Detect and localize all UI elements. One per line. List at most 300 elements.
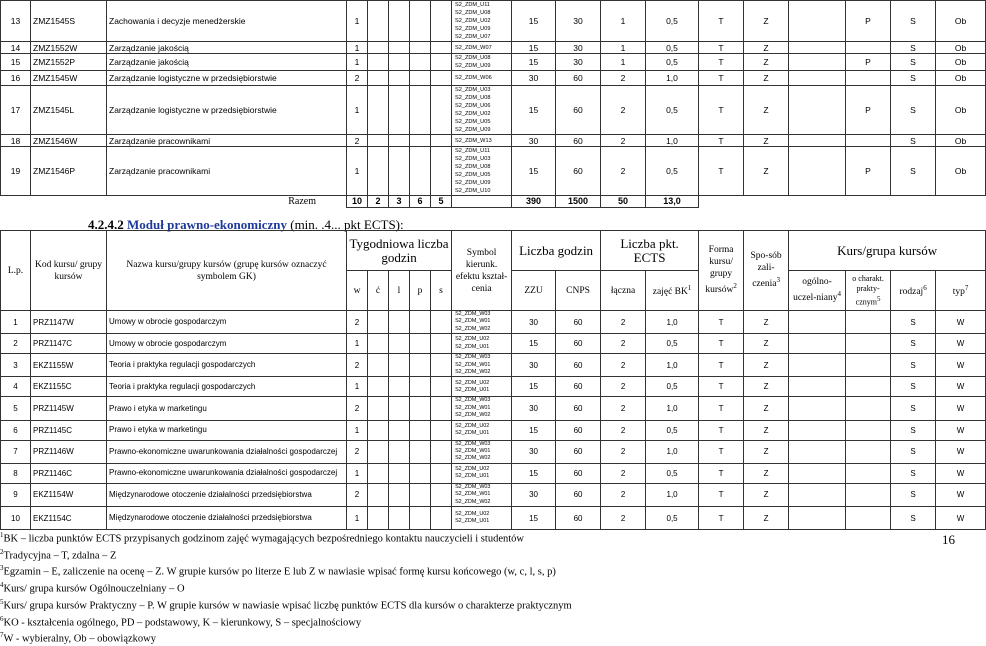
row-ogolno <box>789 54 846 71</box>
effect-code: S2_ZDM_U11 <box>455 148 491 154</box>
table-row <box>1 483 986 506</box>
effect-code: S2_ZDM_W03 <box>455 397 491 404</box>
row-forma: T <box>699 420 744 440</box>
row-w: 1 <box>347 147 368 196</box>
row-zzu: 15 <box>512 42 556 54</box>
row-sposob: Z <box>744 440 789 463</box>
row-w: 2 <box>347 440 368 463</box>
row-ogolno <box>789 135 846 147</box>
row-lp: 19 <box>1 147 31 196</box>
row-typ: W <box>936 507 986 530</box>
row-ogolno <box>789 334 846 354</box>
row-l <box>389 42 410 54</box>
row-ogolno <box>789 86 846 135</box>
row-lp: 2 <box>1 334 31 354</box>
row-p <box>410 440 431 463</box>
row-lp: 4 <box>1 377 31 397</box>
table-row <box>1 54 986 71</box>
row-bk: 1,0 <box>646 483 699 506</box>
row-codes <box>452 354 512 377</box>
module-suffix: (min. .4... pkt ECTS): <box>286 217 404 232</box>
row-sposob: Z <box>744 311 789 334</box>
row-prakt <box>846 71 891 86</box>
row-rodzaj: S <box>891 483 936 506</box>
row-forma: T <box>699 71 744 86</box>
row-sposob: Z <box>744 397 789 420</box>
table-row <box>1 440 986 463</box>
row-codes <box>452 1 512 42</box>
table-row <box>1 1 986 42</box>
row-c <box>368 507 389 530</box>
row-name: Umowy w obrocie gospodarczym <box>107 311 347 334</box>
row-name: Międzynarodowe otoczenie działalności przedsiębiorstwa <box>107 483 347 506</box>
row-c <box>368 135 389 147</box>
row-codes <box>452 54 512 71</box>
row-total: 2 <box>601 377 646 397</box>
row-code: PRZ1145W <box>31 397 107 420</box>
row-lp: 9 <box>1 483 31 506</box>
effect-code: S2_ZDM_W03 <box>455 354 491 361</box>
row-lp: 15 <box>1 54 31 71</box>
row-c <box>368 354 389 377</box>
row-bk: 1,0 <box>646 311 699 334</box>
footnote-text: W - wybieralny, Ob – obowiązkowy <box>3 633 157 645</box>
table-row <box>1 334 986 354</box>
row-cnps: 60 <box>556 311 601 334</box>
row-rodzaj: S <box>891 86 936 135</box>
footnote <box>0 596 940 613</box>
row-lp: 17 <box>1 86 31 135</box>
row-typ: Ob <box>936 54 986 71</box>
row-total: 2 <box>601 354 646 377</box>
row-s <box>431 377 452 397</box>
row-p <box>410 71 431 86</box>
row-code: ZMZ1545W <box>31 71 107 86</box>
row-code: ZMZ1545L <box>31 86 107 135</box>
row-ogolno <box>789 483 846 506</box>
row-code: EKZ1154C <box>31 507 107 530</box>
effect-code: S2_ZDM_W02 <box>455 455 491 462</box>
row-total: 2 <box>601 483 646 506</box>
row-total: 2 <box>601 86 646 135</box>
effect-code: S2_ZDM_U01 <box>455 518 490 525</box>
row-name: Umowy w obrocie gospodarczym <box>107 334 347 354</box>
row-cnps: 60 <box>556 135 601 147</box>
header-rodzaj: rodzaj$^6$ <box>891 271 936 311</box>
row-forma: T <box>699 440 744 463</box>
row-zzu: 15 <box>512 463 556 483</box>
row-codes <box>452 86 512 135</box>
footnote-marker: 3 <box>0 564 4 573</box>
row-l <box>389 463 410 483</box>
row-ogolno <box>789 354 846 377</box>
module-courses-table <box>0 230 986 530</box>
row-s <box>431 440 452 463</box>
razem-w: 10 <box>347 196 368 208</box>
top-table-body <box>1 1 986 196</box>
row-w: 1 <box>347 334 368 354</box>
row-zzu: 30 <box>512 71 556 86</box>
row-s <box>431 86 452 135</box>
row-ogolno <box>789 42 846 54</box>
row-rodzaj: S <box>891 440 936 463</box>
row-p <box>410 354 431 377</box>
row-zzu: 15 <box>512 147 556 196</box>
row-bk: 1,0 <box>646 71 699 86</box>
row-prakt <box>846 377 891 397</box>
row-cnps: 60 <box>556 147 601 196</box>
effect-code: S2_ZDM_W02 <box>455 369 491 376</box>
row-bk: 0,5 <box>646 420 699 440</box>
row-forma: T <box>699 54 744 71</box>
table-row <box>1 86 986 135</box>
effect-code: S2_ZDM_U06 <box>455 103 491 109</box>
row-name: Prawno-ekonomiczne uwarunkowania działalności gospodarczej <box>107 440 347 463</box>
row-s <box>431 334 452 354</box>
effect-code: S2_ZDM_W07 <box>455 44 492 51</box>
table-row <box>1 397 986 420</box>
effect-code: S2_ZDM_U09 <box>455 26 491 32</box>
row-codes <box>452 334 512 354</box>
header-w: w <box>347 271 368 311</box>
header-row-1 <box>1 231 986 271</box>
effect-code: S2_ZDM_W01 <box>455 361 491 368</box>
footnote-marker: 7 <box>0 631 4 640</box>
row-sposob: Z <box>744 507 789 530</box>
row-lp: 10 <box>1 507 31 530</box>
row-zzu: 30 <box>512 397 556 420</box>
row-typ: W <box>936 420 986 440</box>
row-w: 1 <box>347 42 368 54</box>
row-c <box>368 377 389 397</box>
razem-label: Razem <box>288 196 316 207</box>
row-name: Zarządzanie pracownikami <box>107 135 347 147</box>
row-name: Prawo i etyka w marketingu <box>107 397 347 420</box>
header-zajec-bk: zajęć $BK^1$ <box>646 271 699 311</box>
razem-l: 3 <box>389 196 410 208</box>
effect-code: S2_ZDM_U02 <box>455 379 490 386</box>
row-rodzaj: S <box>891 507 936 530</box>
row-zzu: 30 <box>512 440 556 463</box>
row-p <box>410 334 431 354</box>
footnote <box>0 529 940 546</box>
row-codes <box>452 440 512 463</box>
row-code: EKZ1154W <box>31 483 107 506</box>
row-p <box>410 54 431 71</box>
row-bk: 1,0 <box>646 440 699 463</box>
row-cnps: 60 <box>556 397 601 420</box>
row-code: PRZ1145C <box>31 420 107 440</box>
row-typ: W <box>936 377 986 397</box>
row-rodzaj: S <box>891 420 936 440</box>
row-cnps: 60 <box>556 86 601 135</box>
row-forma: T <box>699 135 744 147</box>
effect-code: S2_ZDM_U01 <box>455 430 490 437</box>
effect-code: S2_ZDM_U02 <box>455 111 491 117</box>
row-typ: Ob <box>936 86 986 135</box>
row-w: 2 <box>347 397 368 420</box>
row-bk: 0,5 <box>646 463 699 483</box>
row-c <box>368 54 389 71</box>
row-s <box>431 354 452 377</box>
row-forma: T <box>699 1 744 42</box>
row-w: 2 <box>347 354 368 377</box>
row-code: ZMZ1546P <box>31 147 107 196</box>
row-p <box>410 135 431 147</box>
effect-code: S2_ZDM_U02 <box>455 465 490 472</box>
row-name: Prawo i etyka w marketingu <box>107 420 347 440</box>
row-cnps: 30 <box>556 54 601 71</box>
effect-code: S2_ZDM_U09 <box>455 127 491 133</box>
row-lp: 18 <box>1 135 31 147</box>
effect-code: S2_ZDM_U07 <box>455 34 491 40</box>
row-p <box>410 311 431 334</box>
row-w: 1 <box>347 86 368 135</box>
row-lp: 13 <box>1 1 31 42</box>
row-total: 1 <box>601 42 646 54</box>
header-tygodniowa: Tygodniowa liczba godzin <box>347 231 452 271</box>
row-l <box>389 1 410 42</box>
row-total: 2 <box>601 440 646 463</box>
row-sposob: Z <box>744 354 789 377</box>
row-zzu: 15 <box>512 334 556 354</box>
header-typ: typ$^7$ <box>936 271 986 311</box>
row-s <box>431 463 452 483</box>
row-prakt <box>846 397 891 420</box>
effect-code: S2_ZDM_U03 <box>455 156 491 162</box>
header-kurs-grupa: Kurs/grupa kursów <box>789 231 986 271</box>
row-typ: W <box>936 311 986 334</box>
row-rodzaj: S <box>891 1 936 42</box>
row-w: 1 <box>347 54 368 71</box>
row-prakt <box>846 42 891 54</box>
row-codes <box>452 377 512 397</box>
row-cnps: 60 <box>556 483 601 506</box>
row-sposob: Z <box>744 86 789 135</box>
row-prakt: P <box>846 54 891 71</box>
row-rodzaj: S <box>891 54 936 71</box>
row-lp: 1 <box>1 311 31 334</box>
row-zzu: 30 <box>512 483 556 506</box>
row-codes <box>452 147 512 196</box>
row-c <box>368 1 389 42</box>
effect-code: S2_ZDM_U05 <box>455 119 491 125</box>
row-sposob: Z <box>744 54 789 71</box>
row-p <box>410 377 431 397</box>
row-total: 2 <box>601 135 646 147</box>
row-l <box>389 440 410 463</box>
row-forma: T <box>699 377 744 397</box>
effect-code: S2_ZDM_U02 <box>455 336 490 343</box>
row-l <box>389 397 410 420</box>
row-sposob: Z <box>744 334 789 354</box>
table-row <box>1 135 986 147</box>
effect-code: S2_ZDM_U10 <box>455 188 491 194</box>
effect-code: S2_ZDM_U08 <box>455 10 491 16</box>
row-ogolno <box>789 147 846 196</box>
row-rodzaj: S <box>891 42 936 54</box>
effect-code: S2_ZDM_W02 <box>455 325 491 332</box>
row-forma: T <box>699 147 744 196</box>
row-s <box>431 71 452 86</box>
row-sposob: Z <box>744 463 789 483</box>
row-l <box>389 420 410 440</box>
header-kod: Kod kursu/ grupy kursów <box>31 231 107 311</box>
footnote-marker: 6 <box>0 614 4 623</box>
row-cnps: 60 <box>556 507 601 530</box>
row-l <box>389 334 410 354</box>
row-cnps: 60 <box>556 463 601 483</box>
row-p <box>410 42 431 54</box>
row-lp: 6 <box>1 420 31 440</box>
row-bk: 0,5 <box>646 334 699 354</box>
table-row <box>1 311 986 334</box>
header-o-charakt: o charakt. prakty-cznym$^5$ <box>846 271 891 311</box>
header-forma: Forma kursu/ grupy kursów$^2$ <box>699 231 744 311</box>
row-codes <box>452 397 512 420</box>
row-w: 1 <box>347 507 368 530</box>
page-number: 16 <box>942 532 955 547</box>
row-name: Prawno-ekonomiczne uwarunkowania działalności gospodarczej <box>107 463 347 483</box>
footnote-marker: 2 <box>0 547 4 556</box>
row-code: ZMZ1552W <box>31 42 107 54</box>
effect-code: S2_ZDM_W01 <box>455 404 491 411</box>
row-typ: W <box>936 354 986 377</box>
row-ogolno <box>789 1 846 42</box>
row-c <box>368 71 389 86</box>
row-typ: Ob <box>936 1 986 42</box>
table-row <box>1 377 986 397</box>
row-name: Zarządzanie logistyczne w przedsiębiorstwie <box>107 71 347 86</box>
table-row <box>1 420 986 440</box>
row-bk: 0,5 <box>646 377 699 397</box>
row-codes <box>452 42 512 54</box>
row-zzu: 30 <box>512 311 556 334</box>
row-typ: Ob <box>936 42 986 54</box>
row-name: Międzynarodowe otoczenie działalności przedsiębiorstwa <box>107 507 347 530</box>
row-total: 2 <box>601 334 646 354</box>
row-sposob: Z <box>744 71 789 86</box>
row-codes <box>452 507 512 530</box>
row-code: ZMZ1552P <box>31 54 107 71</box>
row-zzu: 15 <box>512 420 556 440</box>
row-typ: W <box>936 483 986 506</box>
row-sposob: Z <box>744 42 789 54</box>
row-code: PRZ1146W <box>31 440 107 463</box>
row-ogolno <box>789 440 846 463</box>
row-bk: 0,5 <box>646 147 699 196</box>
row-prakt <box>846 507 891 530</box>
row-c <box>368 334 389 354</box>
effect-code: S2_ZDM_W13 <box>455 137 492 144</box>
row-bk: 0,5 <box>646 1 699 42</box>
row-rodzaj: S <box>891 463 936 483</box>
footnote <box>0 613 940 630</box>
footnote <box>0 546 940 563</box>
row-bk: 0,5 <box>646 507 699 530</box>
row-total: 2 <box>601 71 646 86</box>
row-ogolno <box>789 71 846 86</box>
row-ogolno <box>789 507 846 530</box>
row-code: PRZ1147W <box>31 311 107 334</box>
effect-code: S2_ZDM_U05 <box>455 172 491 178</box>
row-zzu: 15 <box>512 1 556 42</box>
footnote-text: Kurs/ grupa kursów Ogólnouczelniany – O <box>3 583 185 595</box>
row-p <box>410 397 431 420</box>
effect-code: S2_ZDM_W01 <box>455 318 491 325</box>
row-prakt <box>846 440 891 463</box>
row-codes <box>452 135 512 147</box>
row-sposob: Z <box>744 135 789 147</box>
footnotes <box>0 529 940 646</box>
row-typ: W <box>936 334 986 354</box>
row-prakt <box>846 420 891 440</box>
row-c <box>368 311 389 334</box>
effect-code: S2_ZDM_U02 <box>455 18 491 24</box>
effect-code: S2_ZDM_U08 <box>455 164 491 170</box>
row-l <box>389 311 410 334</box>
row-l <box>389 507 410 530</box>
row-s <box>431 311 452 334</box>
row-name: Zarządzanie jakością <box>107 54 347 71</box>
row-l <box>389 354 410 377</box>
row-ogolno <box>789 397 846 420</box>
module-name: Moduł prawno-ekonomiczny <box>127 217 287 232</box>
row-lp: 7 <box>1 440 31 463</box>
header-s: s <box>431 271 452 311</box>
row-lp: 14 <box>1 42 31 54</box>
row-c <box>368 420 389 440</box>
row-sposob: Z <box>744 147 789 196</box>
razem-p: 6 <box>410 196 431 208</box>
razem-total: 50 <box>601 196 646 208</box>
footnote <box>0 579 940 596</box>
row-cnps: 60 <box>556 377 601 397</box>
row-s <box>431 483 452 506</box>
row-w: 2 <box>347 483 368 506</box>
header-ogolno: ogólno-uczel-niany$^4$ <box>789 271 846 311</box>
table-row <box>1 42 986 54</box>
row-sposob: Z <box>744 1 789 42</box>
footnote-text: KO - kształcenia ogólnego, PD – podstawowy, K – kierunkowy, S – specjalnościowy <box>3 617 362 629</box>
row-name: Teoria i praktyka regulacji gospodarczych <box>107 377 347 397</box>
effect-code: S2_ZDM_U01 <box>455 473 490 480</box>
row-p <box>410 1 431 42</box>
row-bk: 1,0 <box>646 354 699 377</box>
header-liczba-ects: Liczba pkt. ECTS <box>601 231 699 271</box>
row-l <box>389 135 410 147</box>
row-total: 2 <box>601 463 646 483</box>
row-forma: T <box>699 311 744 334</box>
row-lp: 5 <box>1 397 31 420</box>
row-rodzaj: S <box>891 334 936 354</box>
row-code: ZMZ1546W <box>31 135 107 147</box>
row-name: Zarządzanie jakością <box>107 42 347 54</box>
row-total: 2 <box>601 311 646 334</box>
row-total: 2 <box>601 397 646 420</box>
row-bk: 1,0 <box>646 397 699 420</box>
row-zzu: 15 <box>512 86 556 135</box>
row-rodzaj: S <box>891 377 936 397</box>
row-rodzaj: S <box>891 354 936 377</box>
footnote <box>0 629 940 646</box>
row-cnps: 60 <box>556 334 601 354</box>
row-typ: W <box>936 463 986 483</box>
row-w: 1 <box>347 1 368 42</box>
header-c: ć <box>368 271 389 311</box>
row-zzu: 30 <box>512 354 556 377</box>
row-total: 1 <box>601 1 646 42</box>
